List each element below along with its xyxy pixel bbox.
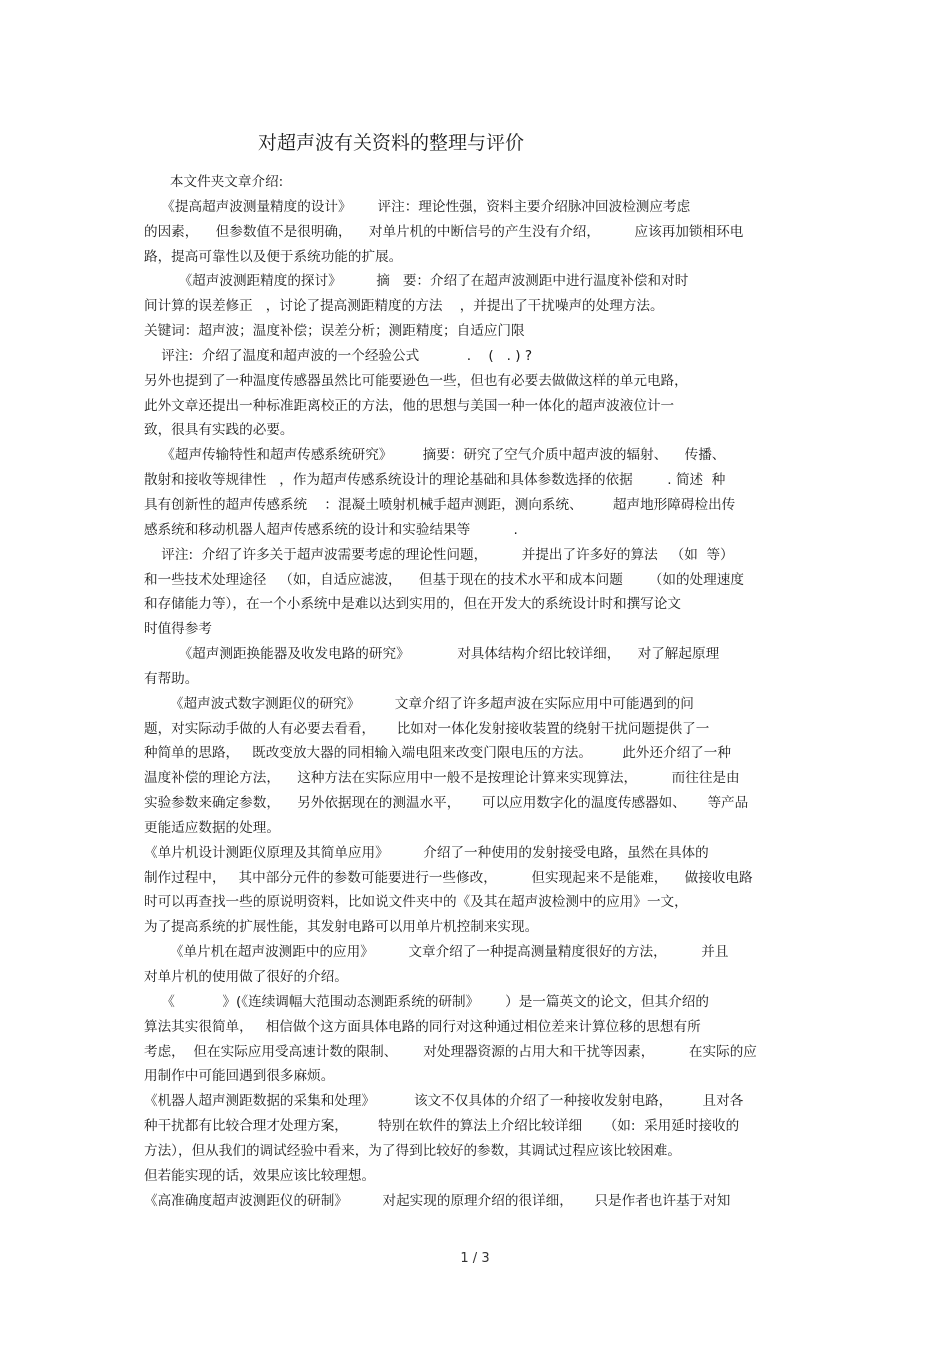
text-line: 评注: 介绍了许多关于超声波需要考虑的理论性问题， 并提出了许多好的算法 （如 等） (144, 546, 734, 563)
text-line: 题，对实际动手做的人有必要去看看， 比如对一体化发射接收装置的绕射干扰问题提供了一 (144, 720, 710, 737)
text-line: 有帮助。 (144, 670, 199, 687)
text-line: 《超声波式数字测距仪的研究》 文章介绍了许多超声波在实际应用中可能遇到的问 (144, 695, 694, 712)
text-line: 和一些技术处理途径 （如，自适应滤波， 但基于现在的技术水平和成本问题 （如的处理速度 (144, 571, 744, 588)
page-number: 1 / 3 (460, 1251, 490, 1266)
text-line: 但若能实现的话，效果应该比较理想。 (144, 1167, 376, 1184)
text-line: 致，很具有实践的必要。 (144, 422, 294, 439)
text-line: 间计算的误差修正 ，讨论了提高测距精度的方法 ，并提出了干扰噪声的处理方法。 (144, 298, 664, 315)
text-line: 另外也提到了一种温度传感器虽然比可能要逊色一些，但也有必要去做做这样的单元电路， (144, 372, 688, 389)
text-line: 实验参数来确定参数， 另外依据现在的测温水平， 可以应用数字化的温度传感器如、 等产品 (144, 795, 749, 812)
text-line: 算法其实很简单， 相信做个这方面具体电路的同行对这种通过相位差来计算位移的思想有所 (144, 1018, 701, 1035)
text-line: 《机器人超声测距数据的采集和处理》 该文不仅具体的介绍了一种接收发射电路， 且对各 (144, 1093, 744, 1110)
text-line: 温度补偿的理论方法， 这种方法在实际应用中一般不是按理论计算来实现算法， 而往往是由 (144, 770, 740, 787)
text-line: 种干扰都有比较合理才处理方案， 特别在软件的算法上介绍比较详细 （如: 采用延时接收的 (144, 1118, 740, 1135)
text-line: 本文件夹文章介绍: (144, 174, 284, 190)
text-line: 感系统和移动机器人超声传感系统的设计和实验结果等 . (144, 521, 518, 538)
text-line: 时可以再查找一些的原说明资料，比如说文件夹中的《及其在超声波检测中的应用》一文， (144, 894, 688, 911)
text-line: 《单片机设计测距仪原理及其简单应用》 介绍了一种使用的发射接受电路，虽然在具体的 (144, 844, 709, 861)
text-line: 《超声传输特性和超声传感系统研究》 摘要：研究了空气介质中超声波的辐射、 传播、 (144, 447, 726, 464)
text-line: 方法），但从我们的调试经验中看来，为了得到比较好的参数，其调试过程应该比较困难。 (144, 1142, 681, 1159)
text-line: 《超声波测距精度的探讨》 摘 要：介绍了在超声波测距中进行温度补偿和对时 (144, 273, 689, 290)
text-line: 《 》(《连续调幅大范围动态测距系统的研制》 ）是一篇英文的论文，但其介绍的 (144, 993, 710, 1010)
text-line: 和存储能力等），在一个小系统中是难以达到实用的，但在开发大的系统设计时和撰写论文 (144, 596, 681, 613)
text-line: 评注: 介绍了温度和超声波的一个经验公式 . ( . ) ? (144, 347, 533, 364)
text-line: 《超声测距换能器及收发电路的研究》 对具体结构介绍比较详细， 对了解起原理 (144, 646, 720, 663)
text-line: 具有创新性的超声传感系统 ：混凝土喷射机械手超声测距，测向系统、 超声地形障碍检出传 (144, 496, 736, 513)
text-line: 制作过程中， 其中部分元件的参数可能要进行一些修改， 但实现起来不是能难， 做接收电路 (144, 869, 753, 886)
text-line: 考虑， 但在实际应用受高速计数的限制、 对处理器资源的占用大和干扰等因素， 在实际的应 (144, 1043, 757, 1060)
text-line: 用制作中可能回遇到很多麻烦。 (144, 1068, 335, 1085)
page-title: 对超声波有关资料的整理与评价 (258, 132, 525, 154)
text-line: 《提高超声波测量精度的设计》 评注：理论性强，资料主要介绍脉冲回波检测应考虑 (144, 198, 691, 215)
text-line: 更能适应数据的处理。 (144, 819, 280, 836)
text-line: 《高准确度超声波测距仪的研制》 对起实现的原理介绍的很详细， 只是作者也许基于对知 (144, 1192, 731, 1209)
text-line: 为了提高系统的扩展性能，其发射电路可以用单片机控制来实现。 (144, 919, 539, 936)
document-body (144, 170, 804, 1213)
text-line: 的因素， 但参数值不是很明确， 对单片机的中断信号的产生没有介绍， 应该再加锁相环电 (144, 223, 744, 240)
text-line: 种简单的思路， 既改变放大器的同相输入端电阻来改变门限电压的方法。 此外还介绍了一种 (144, 745, 731, 762)
text-line: 《单片机在超声波测距中的应用》 文章介绍了一种提高测量精度很好的方法， 并且 (144, 944, 729, 961)
text-line: 此外文章还提出一种标准距离校正的方法，他的思想与美国一种一体化的超声波液位计一 (144, 397, 675, 414)
text-line: 时值得参考 (144, 621, 212, 638)
text-line: 对单片机的使用做了很好的介绍。 (144, 969, 348, 985)
text-line: 散射和接收等规律性 ，作为超声传感系统设计的理论基础和具体参数选择的依据 . 简述 种 (144, 472, 726, 489)
text-line: 路，提高可靠性以及便于系统功能的扩展。 (144, 248, 403, 265)
text-line: 关键词：超声波；温度补偿；误差分析；测距精度；自适应门限 (144, 323, 525, 340)
